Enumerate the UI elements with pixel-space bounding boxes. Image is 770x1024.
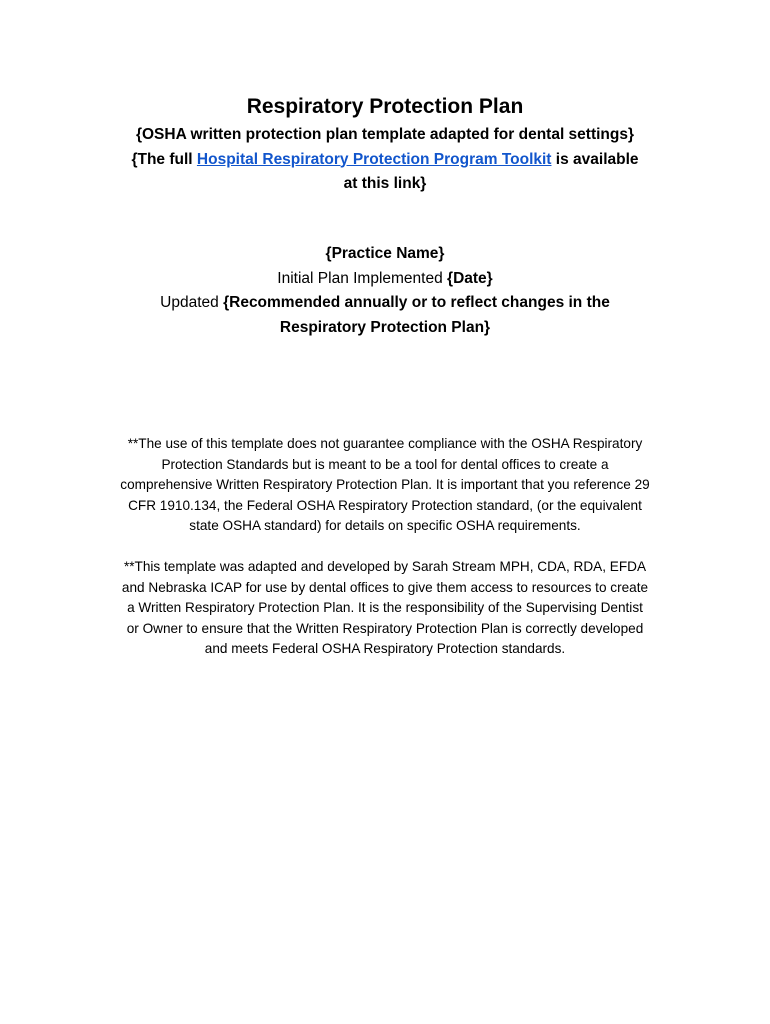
- disclaimer-compliance-line: CFR 1910.134, the Federal OSHA Respiratory Protection standard, (or the equivalent: [128, 497, 642, 513]
- disclaimer-authorship: [0, 557, 770, 660]
- updated-line: [0, 291, 770, 316]
- disclaimer-authorship-line: **This template was adapted and developed by Sarah Stream MPH, CDA, RDA, EFDA: [123, 559, 647, 574]
- disclaimer-authorship-line: and meets Federal OSHA Respiratory Protection standards.: [204, 641, 566, 657]
- initial-plan-date: {Date}: [447, 269, 493, 287]
- disclaimer-compliance-line: **The use of this template does not guarantee compliance with the OSHA Respiratory: [127, 436, 643, 451]
- disclaimer-compliance-line: state OSHA standard) for details on specific OSHA requirements.: [189, 518, 581, 534]
- subtitle-line-1: {OSHA written protection plan template adapted for dental settings}: [135, 126, 635, 143]
- practice-block: [0, 242, 770, 340]
- updated-value-part-2: Respiratory Protection Plan}: [279, 318, 491, 336]
- page-title: Respiratory Protection Plan: [246, 95, 524, 118]
- disclaimer-compliance-line: Protection Standards but is meant to be a tool for dental offices to create a: [161, 456, 609, 472]
- disclaimer-compliance: [0, 434, 770, 537]
- initial-plan-label: Initial Plan Implemented: [277, 269, 448, 287]
- disclaimer-authorship-line: and Nebraska ICAP for use by dental offices to give them access to resources to create: [121, 579, 649, 595]
- subtitle-line-2-prefix: {The full: [131, 150, 197, 168]
- subtitle-line-2-suffix: is available: [551, 150, 639, 168]
- subtitle-line-2: [0, 148, 770, 173]
- disclaimer-authorship-line: or Owner to ensure that the Written Respiratory Protection Plan is correctly developed: [126, 620, 644, 636]
- initial-plan-line: [0, 267, 770, 292]
- toolkit-link[interactable]: Hospital Respiratory Protection Program Toolkit: [196, 150, 552, 168]
- disclaimer-compliance-line: comprehensive Written Respiratory Protection Plan. It is important that you reference 29: [120, 477, 650, 493]
- subtitle-line-3: at this link}: [343, 175, 427, 192]
- updated-label: Updated: [160, 294, 224, 311]
- disclaimer-authorship-line: a Written Respiratory Protection Plan. It is the responsibility of the Supervising Dentist: [127, 600, 643, 616]
- updated-value-part-1: {Recommended annually or to reflect changes in the: [223, 294, 610, 311]
- practice-name: {Practice Name}: [325, 245, 445, 262]
- subtitle-block: [0, 123, 770, 197]
